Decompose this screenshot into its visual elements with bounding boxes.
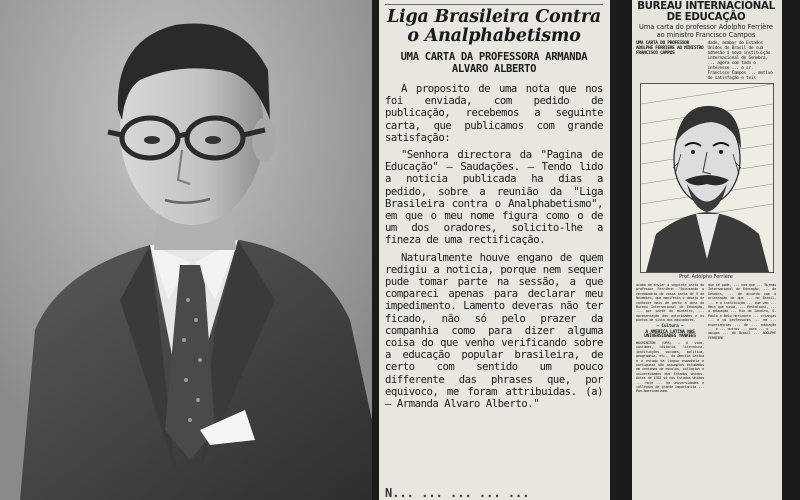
clipping2-headline: BUREAU INTERNACIONAL DE EDUCAÇÃO xyxy=(637,1,775,23)
clipping2-column-left-text-2: WASHINGTON (UPA) — A vida, costumes, historia, literatura, instituições sociaes, politica, geographia, etc., da America Latina e o estudo da lingua espanhola e portugueza são assumptos estudados em centenas de escolas, collegios e universidades dos Estados Unidos. Antes de 1932 só nos Estados Unidos ... hoje ... ha universidades e collegios de grande importancia ... Pan-Americanismo. xyxy=(636,340,704,394)
clipping-cut-next-headline: N... ... ... ... ... xyxy=(385,486,530,500)
clipping2-intro-right: dade, acabar de Estados Unidos do Brasil de sua adhesão á nova instituição internacional de Genebra, ... agora com todo o interesse ... o sr. Francisco Campos ... motivo de satisfação e teis xyxy=(707,41,773,81)
portrait-photo xyxy=(0,0,372,500)
clipping2-intro-left: UMA CARTA DO PROFESSOR ADOLPHE FERRIERE AO MINISTRO FRANCISCO CAMPOS xyxy=(636,41,704,56)
clipping-paragraph-signature: Naturalmente houve engano de quem redigiu a noticia, porque nem sequer pude tomar parte na sessão, a que compareci apenas para declarar meu impedimento. Lamento deveras não ter ficado, não só pelo prazer da companhia como para dizer alguma coisa do que venho verificando sobre a educação popular brasileira, de certo com sentido um pouco differente das phrases que, por equivoco, me foram attribuidas. (a) — Armanda Alvaro Alberto." xyxy=(385,251,603,411)
clipping2-culture-heading: — Cultura — xyxy=(656,323,684,329)
newspaper-clipping-bureau xyxy=(632,0,782,500)
clipping-top-rule xyxy=(385,4,603,5)
clipping-paragraph-letter: "Senhora directora da "Pagina de Educação" — Saudações. — Tendo lido a noticia publicada ha dias a pedido, sobre a reunião da "Liga Brasileira contra o Analphabetismo", em que o meu nome figura como o de um dos oradores, solicito-lhe a fineza de uma rectificação. xyxy=(385,149,603,247)
ferriere-portrait-illustration xyxy=(640,83,774,273)
newspaper-clipping-liga xyxy=(379,0,610,500)
clipping-headline: Liga Brasileira Contra o Analphabetismo xyxy=(386,7,602,46)
clipping2-column-left xyxy=(636,283,704,500)
portrait-image xyxy=(0,0,372,500)
clipping2-column-right-text: que se pode, ... com que ... Bureau Internacional de Educação, ... de Genebra, ... de accordo com a orientação de que ... no Brasil, ... e a instituição ... que vem ... Mais que nunca, ... Pestaloxxi, ... a educação ... Rio de Janeiro, S. Paulo e Belo Horizonte ... crianças ... e os professores ... em ... experiencias ... de ... educação ... e ... outros ... para ... o ... amigos ... do Brasil ... ADOLPHE FERRIERE xyxy=(708,283,776,340)
clipping2-column-right xyxy=(708,283,776,500)
clipping-paragraph-intro: A proposito de uma nota que nos foi enviada, com pedido de publicação, recebemos a seguinte carta, que publicamos com grande satisfação: xyxy=(385,83,603,144)
clipping2-culture-subheading: A AMERICA LATINA NAS UNIVERSIDADES YANKEES xyxy=(644,330,696,340)
ferriere-sketch xyxy=(641,84,773,272)
ferriere-portrait-caption: Prof. Adolpho Ferrière xyxy=(679,274,733,280)
clipping2-column-left-text: acaba de enviar a seguinte carta do professor Ferrière: "Accusando o recebimento de vossa carta de 9 de Novembro, que manifesta o desejo de conhecer mais de perto a obra do Bureau Internacional de Educação, ... por parte do ministro, ... apresentação das autoridades e os pontos de vista dos educadores. xyxy=(636,283,704,323)
clipping-subheadline: UMA CARTA DA PROFESSORA ARMANDA ALVARO ALBERTO xyxy=(400,51,588,75)
clipping2-subheadline: Uma carta do professor Adolpho Ferrière ao ministro Francisco Campos xyxy=(639,23,773,39)
